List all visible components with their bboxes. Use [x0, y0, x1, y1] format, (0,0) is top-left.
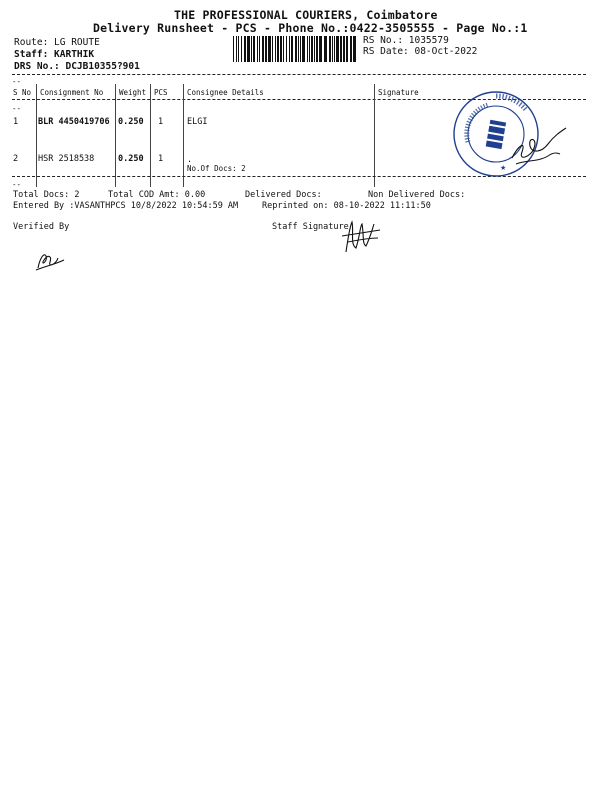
- page-title: THE PROFESSIONAL COURIERS, Coimbatore: [174, 8, 438, 22]
- rs-date: RS Date: 08-Oct-2022: [363, 46, 478, 57]
- barcode-bar: [343, 36, 345, 62]
- barcode-bar: [241, 36, 242, 62]
- row1-consignee: ELGI: [187, 117, 208, 127]
- barcode-bar: [302, 36, 305, 62]
- stamp-star: ★: [500, 164, 507, 172]
- row2-weight: 0.250: [118, 154, 144, 164]
- signature-stroke: [36, 255, 64, 270]
- barcode-bar: [259, 36, 260, 62]
- barcode-bar: [253, 36, 255, 62]
- barcode-bar: [291, 36, 293, 62]
- barcode-bar: [300, 36, 301, 62]
- row2-consignment: HSR 2518538: [38, 154, 95, 164]
- barcode-bar: [283, 36, 284, 62]
- delivered-docs: Delivered Docs:: [245, 190, 322, 200]
- row2-pcs: 1: [158, 154, 164, 164]
- col-divider: [36, 84, 37, 187]
- row1-pcs: 1: [158, 117, 164, 127]
- barcode-bar: [262, 36, 264, 62]
- total-docs: Total Docs: 2: [13, 190, 80, 200]
- barcode-bar: [244, 36, 246, 62]
- barcode-bar: [309, 36, 310, 62]
- barcode-bar: [247, 36, 250, 62]
- col-divider: [374, 84, 375, 187]
- barcode-bar: [233, 36, 234, 62]
- barcode-bar: [334, 36, 335, 62]
- barcode-bar: [272, 36, 273, 62]
- barcode-bar: [332, 36, 333, 62]
- route-label: Route: LG ROUTE: [14, 37, 100, 48]
- barcode-bar: [265, 36, 267, 62]
- barcode-bar: [289, 36, 290, 62]
- table-top-rule: [12, 74, 586, 75]
- col-sno-header: S No: [13, 88, 32, 97]
- barcode-bar: [295, 36, 297, 62]
- barcode-bar: [316, 36, 318, 62]
- staff-signature-label: Staff Signature: [272, 222, 349, 232]
- col-consignee-header: Consignee Details: [187, 88, 264, 97]
- non-delivered-docs: Non Delivered Docs:: [368, 190, 466, 200]
- table-sep-mark: --: [12, 104, 22, 113]
- row1-sno: 1: [13, 117, 19, 127]
- receiver-signature: [508, 118, 568, 168]
- barcode-bar: [286, 36, 287, 62]
- rs-number: RS No.: 1035579: [363, 35, 449, 46]
- entered-by: Entered By :VASANTHPCS 10/8/2022 10:54:59 AM: [13, 201, 239, 211]
- drs-number: DRS No.: DCJB10355?901: [14, 61, 140, 72]
- barcode-bar: [336, 36, 339, 62]
- verified-by-label: Verified By: [13, 222, 70, 232]
- barcode-bar: [238, 36, 239, 62]
- row2-consignee: .: [187, 155, 193, 165]
- col-divider: [183, 84, 184, 187]
- barcode-bar: [353, 36, 356, 62]
- stamp-logo-mark: [490, 120, 506, 127]
- total-cod-amount: Total COD Amt: 0.00: [108, 190, 206, 200]
- barcode-bar: [275, 36, 276, 62]
- barcode-bar: [280, 36, 282, 62]
- barcode-bar: [268, 36, 271, 62]
- barcode-bar: [251, 36, 252, 62]
- staff-signature-scribble: [340, 218, 382, 256]
- row2-sno: 2: [13, 154, 19, 164]
- barcode-bar: [298, 36, 299, 62]
- barcode-bar: [277, 36, 279, 62]
- stamp-logo-mark: [486, 140, 503, 149]
- barcode-bar: [324, 36, 327, 62]
- barcode-bar: [257, 36, 258, 62]
- barcode-image: [232, 36, 356, 62]
- runsheet-subtitle: Delivery Runsheet - PCS - Phone No.:0422-3505555 - Page No.:1: [93, 21, 528, 35]
- col-divider: [115, 84, 116, 187]
- barcode-bar: [311, 36, 313, 62]
- stamp-logo-mark: [487, 134, 504, 142]
- verifier-signature: [34, 246, 66, 272]
- staff-label: Staff: KARTHIK: [14, 49, 95, 60]
- col-signature-header: Signature: [378, 88, 419, 97]
- col-consignment-header: Consignment No: [40, 88, 104, 97]
- barcode-bar: [307, 36, 308, 62]
- table-bottom-mark: --: [12, 180, 22, 189]
- col-pcs-header: PCS: [154, 88, 168, 97]
- row1-consignment: BLR 4450419706: [38, 117, 110, 127]
- barcode-bar: [314, 36, 315, 62]
- signature-stroke: [342, 222, 380, 252]
- barcode-bar: [340, 36, 342, 62]
- row1-weight: 0.250: [118, 117, 144, 127]
- barcode-bar: [236, 36, 237, 62]
- stamp-logo-mark: [488, 126, 505, 135]
- row2-doc-count: No.Of Docs: 2: [187, 164, 246, 173]
- stamp-ring-lettering: [496, 96, 526, 110]
- barcode-bar: [350, 36, 352, 62]
- barcode-bar: [346, 36, 348, 62]
- reprinted-on: Reprinted on: 08-10-2022 11:11:50: [262, 201, 431, 211]
- col-divider: [150, 84, 151, 187]
- col-weight-header: Weight: [119, 88, 147, 97]
- table-top-mark: --: [12, 77, 22, 86]
- barcode-bar: [319, 36, 322, 62]
- signature-stroke: [516, 153, 560, 164]
- barcode-bar: [329, 36, 331, 62]
